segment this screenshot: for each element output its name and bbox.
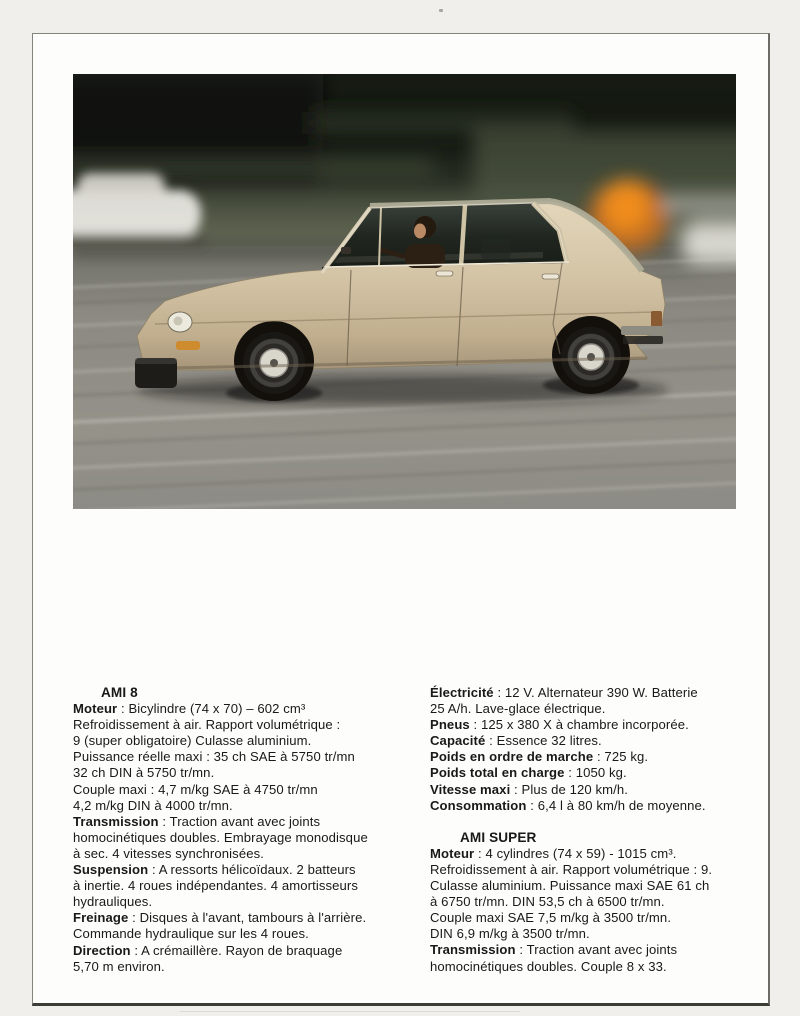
spec-line: Transmission : Traction avant avec joints — [430, 942, 678, 958]
blurred-white-shape — [681, 222, 736, 264]
spec-lines-ami8 — [73, 701, 413, 975]
spec-line: Couple maxi SAE 7,5 m/kg à 3500 tr/mn. — [430, 910, 672, 926]
spec-line: Capacité : Essence 32 litres. — [430, 733, 602, 749]
spec-line: Suspension : A ressorts hélicoïdaux. 2 batteurs — [73, 862, 356, 878]
spec-line: Direction : A crémaillère. Rayon de braquage — [73, 942, 343, 958]
spec-line: à 6750 tr/mn. DIN 53,5 ch à 6500 tr/mn. — [430, 894, 665, 910]
spec-line: 5,70 m environ. — [73, 958, 165, 974]
spec-line: Vitesse maxi : Plus de 120 km/h. — [430, 781, 629, 797]
brochure-page — [32, 33, 770, 1006]
spec-line: homocinétiques doubles. Embrayage monodisque — [73, 829, 368, 845]
spec-column-right — [430, 685, 770, 975]
spec-line: Poids total en charge : 1050 kg. — [430, 765, 627, 781]
car-photo-illustration — [73, 74, 736, 509]
spec-line: Moteur : 4 cylindres (74 x 59) - 1015 cm³. — [430, 845, 677, 861]
spec-line: Électricité : 12 V. Alternateur 390 W. Batterie — [430, 685, 698, 700]
spec-line: Couple maxi : 4,7 m/kg SAE à 4750 tr/mn — [73, 781, 318, 797]
section-title-amisuper: AMI SUPER — [460, 829, 537, 845]
front-wheel — [234, 321, 314, 401]
car-photo — [73, 74, 736, 509]
spec-line: homocinétiques doubles. Couple 8 x 33. — [430, 958, 667, 974]
rear-wheel — [552, 316, 630, 394]
spec-line: 4,2 m/kg DIN à 4000 tr/mn. — [73, 797, 233, 813]
registration-dot — [439, 9, 443, 12]
spec-lines-amisuper — [430, 846, 770, 975]
spec-line: Poids en ordre de marche : 725 kg. — [430, 749, 649, 765]
spec-line: 9 (super obligatoire) Culasse aluminium. — [73, 733, 312, 749]
spec-line: Refroidissement à air. Rapport volumétrique : 9. — [430, 861, 713, 877]
section-title-ami8: AMI 8 — [101, 685, 138, 700]
spec-line: DIN 6,9 m/kg à 3500 tr/mn. — [430, 926, 590, 942]
spec-line: Consommation : 6,4 l à 80 km/h de moyenne. — [430, 797, 706, 813]
spec-line: à sec. 4 vitesses synchronisées. — [73, 845, 264, 861]
spec-column-ami8 — [73, 685, 413, 975]
spec-line: Refroidissement à air. Rapport volumétrique : — [73, 717, 341, 733]
spec-line: Transmission : Traction avant avec joints — [73, 813, 321, 829]
spec-line: Freinage : Disques à l'avant, tambours à l'arrière. — [73, 910, 367, 926]
spec-line: 25 A/h. Lave-glace électrique. — [430, 701, 606, 717]
scan-smudge — [180, 1011, 520, 1012]
spec-line: Puissance réelle maxi : 35 ch SAE à 5750 tr/mn — [73, 749, 355, 765]
spec-line: hydrauliques. — [73, 894, 153, 910]
spec-line: Culasse aluminium. Puissance maxi SAE 61 ch — [430, 878, 710, 894]
spec-line: Pneus : 125 x 380 X à chambre incorporée. — [430, 717, 689, 733]
spec-line: Moteur : Bicylindre (74 x 70) – 602 cm³ — [73, 701, 306, 717]
spec-line: 32 ch DIN à 5750 tr/mn. — [73, 765, 215, 781]
spec-line: Commande hydraulique sur les 4 roues. — [73, 926, 309, 942]
spec-lines-ami8-continued — [430, 685, 770, 814]
spec-line: à inertie. 4 roues indépendantes. 4 amortisseurs — [73, 878, 359, 894]
